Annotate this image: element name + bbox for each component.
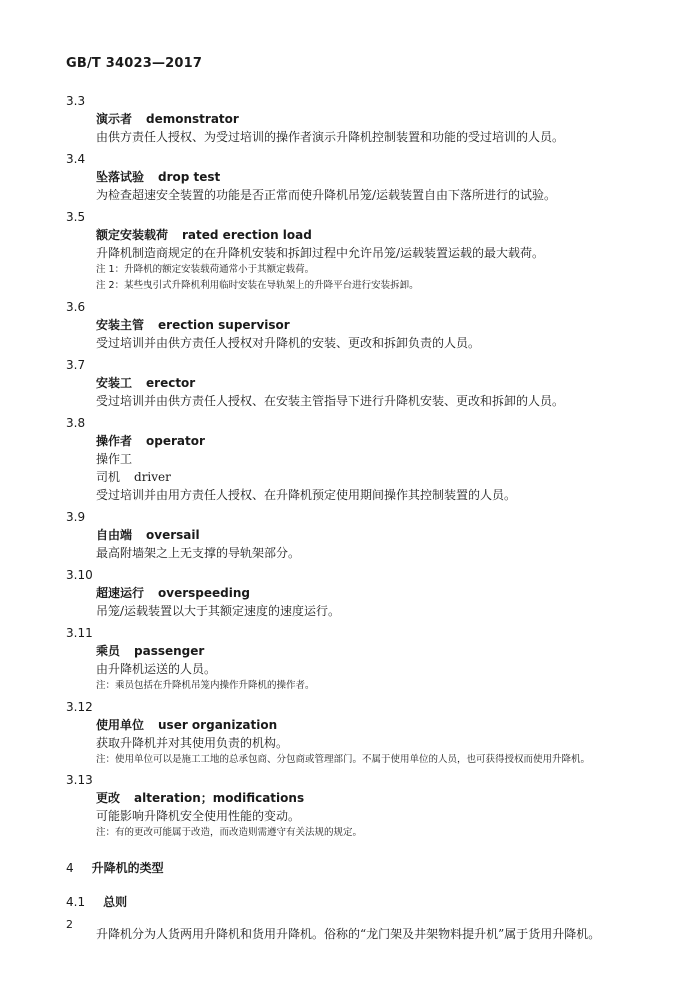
term-number: 3.7 — [66, 358, 86, 372]
term-en: oversail — [146, 528, 200, 542]
term-zh: 操作者 — [96, 434, 133, 448]
term-number: 3.11 — [66, 626, 93, 640]
term-en: drop test — [158, 170, 221, 184]
section-title: 升降机的类型 — [91, 861, 164, 875]
term-en: user organization — [158, 718, 278, 732]
term-zh: 使用单位 — [96, 718, 145, 732]
term-title — [66, 584, 646, 602]
standard-number: GB/T 34023—2017 — [66, 56, 203, 71]
term-zh: 坠落试验 — [96, 170, 145, 184]
term-number: 3.9 — [66, 510, 86, 524]
term-en: passenger — [134, 644, 205, 658]
term-entry-3-5 — [66, 208, 646, 294]
term-title — [66, 374, 646, 392]
term-number: 3.13 — [66, 773, 93, 787]
section-number: 4 — [66, 861, 74, 875]
term-definition: 为检查超速安全装置的功能是否正常而使升降机吊笼/运载装置自由下落所进行的试验。 — [96, 188, 557, 202]
term-entry-3-13 — [66, 771, 646, 841]
term-entry-3-11 — [66, 624, 646, 694]
term-title — [66, 110, 646, 128]
term-title — [66, 226, 646, 244]
term-definition: 最高附墙架之上无支撑的导轨架部分。 — [96, 546, 301, 560]
term-zh: 安装主管 — [96, 318, 145, 332]
term-note: 注 2：某些曳引式升降机利用临时安装在导轨架上的升降平台进行安装拆卸。 — [96, 280, 419, 291]
term-entry-3-10 — [66, 566, 646, 620]
section-heading — [66, 859, 646, 877]
term-zh: 超速运行 — [96, 586, 145, 600]
term-note: 注：有的更改可能属于改造，而改造则需遵守有关法规的规定。 — [96, 827, 363, 838]
term-en: alteration；modifications — [134, 791, 305, 805]
synonym-zh: 司机 — [96, 470, 121, 484]
page-number: 2 — [66, 918, 73, 931]
term-definition: 由供方责任人授权、为受过培训的操作者演示升降机控制装置和功能的受过培训的人员。 — [96, 130, 565, 144]
term-zh: 额定安装载荷 — [96, 228, 169, 242]
term-en: erector — [146, 376, 196, 390]
term-entry-3-6 — [66, 298, 646, 352]
term-synonym — [66, 450, 646, 468]
synonym-en: driver — [134, 470, 171, 484]
term-en: operator — [146, 434, 205, 448]
term-en: demonstrator — [146, 112, 239, 126]
term-number: 3.12 — [66, 700, 93, 714]
term-en: erection supervisor — [158, 318, 290, 332]
term-title — [66, 789, 646, 807]
term-note: 注 1：升降机的额定安装载荷通常小于其额定载荷。 — [96, 264, 315, 275]
synonym-zh: 操作工 — [96, 452, 133, 466]
section-paragraph: 升降机分为人货两用升降机和货用升降机。俗称的“龙门架及井架物料提升机”属于货用升降机。 — [96, 927, 601, 941]
term-definition: 受过培训并由用方责任人授权、在升降机预定使用期间操作其控制装置的人员。 — [96, 488, 517, 502]
subsection-number: 4.1 — [66, 895, 86, 909]
term-title — [66, 168, 646, 186]
term-entry-3-12 — [66, 698, 646, 767]
term-number: 3.10 — [66, 568, 93, 582]
subsection-heading — [66, 893, 646, 911]
term-entry-3-9 — [66, 508, 646, 562]
term-en: rated erection load — [182, 228, 312, 242]
term-zh: 乘员 — [96, 644, 121, 658]
term-note: 注：使用单位可以是施工工地的总承包商、分包商或管理部门。不属于使用单位的人员，也可获得授权而使用升降机。 — [96, 754, 591, 765]
term-title — [66, 316, 646, 334]
term-number: 3.5 — [66, 210, 86, 224]
term-title — [66, 716, 646, 734]
term-definition: 受过培训并由供方责任人授权、在安装主管指导下进行升降机安装、更改和拆卸的人员。 — [96, 394, 565, 408]
term-number: 3.6 — [66, 300, 86, 314]
term-synonym — [66, 468, 646, 486]
term-definition: 受过培训并由供方责任人授权对升降机的安装、更改和拆卸负责的人员。 — [96, 336, 481, 350]
term-number: 3.4 — [66, 152, 86, 166]
term-en: overspeeding — [158, 586, 250, 600]
term-note: 注：乘员包括在升降机吊笼内操作升降机的操作者。 — [96, 680, 315, 691]
term-zh: 自由端 — [96, 528, 133, 542]
subsection-title: 总则 — [103, 895, 128, 909]
term-entry-3-3 — [66, 92, 646, 146]
term-title — [66, 642, 646, 660]
term-number: 3.8 — [66, 416, 86, 430]
term-zh: 演示者 — [96, 112, 133, 126]
term-definition: 升降机制造商规定的在升降机安装和拆卸过程中允许吊笼/运载装置运载的最大载荷。 — [96, 246, 545, 260]
term-number: 3.3 — [66, 94, 86, 108]
term-entry-3-4 — [66, 150, 646, 204]
term-definition: 由升降机运送的人员。 — [96, 662, 217, 676]
term-zh: 更改 — [96, 791, 121, 805]
term-entry-3-7 — [66, 356, 646, 410]
term-definition: 可能影响升降机安全使用性能的变动。 — [96, 809, 301, 823]
term-definition: 获取升降机并对其使用负责的机构。 — [96, 736, 289, 750]
term-title — [66, 432, 646, 450]
terms-list — [66, 88, 646, 943]
term-zh: 安装工 — [96, 376, 133, 390]
term-entry-3-8 — [66, 414, 646, 504]
term-title — [66, 526, 646, 544]
term-definition: 吊笼/运载装置以大于其额定速度的速度运行。 — [96, 604, 341, 618]
